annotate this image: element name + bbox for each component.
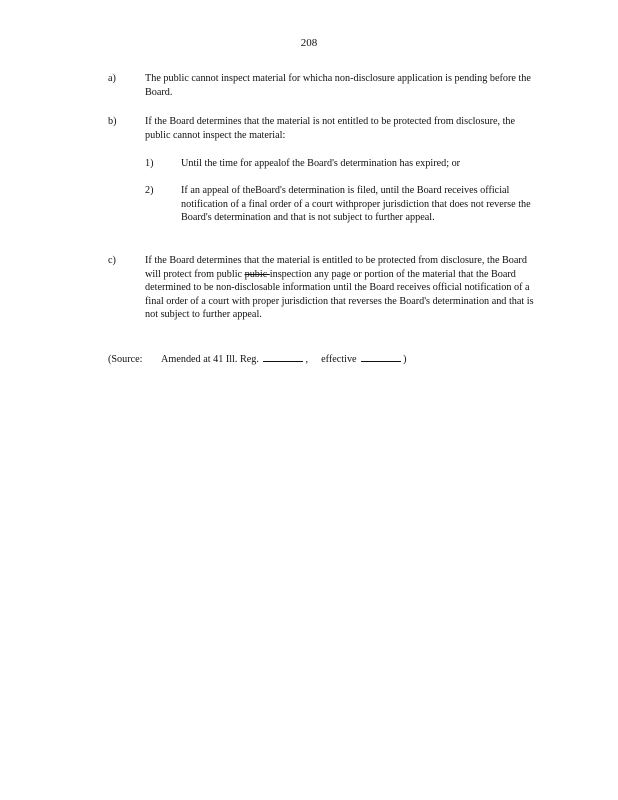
item-c-text-after: inspection any page or portion of the material that the Board determined to be non-disclosable information until the Board receives official notification of a final order of a court with proper jurisdiction that reverses the Board's determination and that is not subject to further appeal. — [145, 268, 534, 321]
item-b-label: b) — [108, 116, 117, 127]
page-number: 208 — [300, 37, 318, 49]
item-c-label: c) — [108, 255, 116, 266]
source-note — [108, 352, 407, 365]
effective-date-blank — [361, 352, 401, 362]
item-a-label: a) — [108, 73, 116, 84]
item-b-text: If the Board determines that the material is not entitled to be protected from disclosure, the public cannot inspect the material: — [145, 116, 516, 141]
item-c-text — [145, 254, 540, 322]
source-comma: , — [305, 354, 309, 365]
source-effective: effective — [321, 354, 357, 365]
item-c-text-before: If the Board determines that the material is entitled to be protected from disclosure, the Board will protect from public — [145, 255, 527, 280]
item-b-1-text: Until the time for appealof the Board's determination has expired; or — [181, 158, 461, 169]
item-c-struck-text: pubic — [244, 268, 270, 280]
register-blank — [263, 352, 303, 362]
item-b-2-label: 2) — [145, 185, 154, 196]
source-close: ) — [403, 354, 407, 365]
item-b-1-label: 1) — [145, 158, 154, 169]
source-amended: Amended at 41 Ill. Reg. — [161, 354, 259, 365]
item-a-text: The public cannot inspect material for whicha non-disclosure application is pending before the Board. — [145, 73, 531, 98]
source-open: (Source: — [108, 354, 143, 365]
item-b-2-text: If an appeal of theBoard's determination is filed, until the Board receives official notification of a final order of a court withproper jurisdiction that does not reverse the Board's determination and that is not subject to further appeal. — [181, 185, 531, 224]
